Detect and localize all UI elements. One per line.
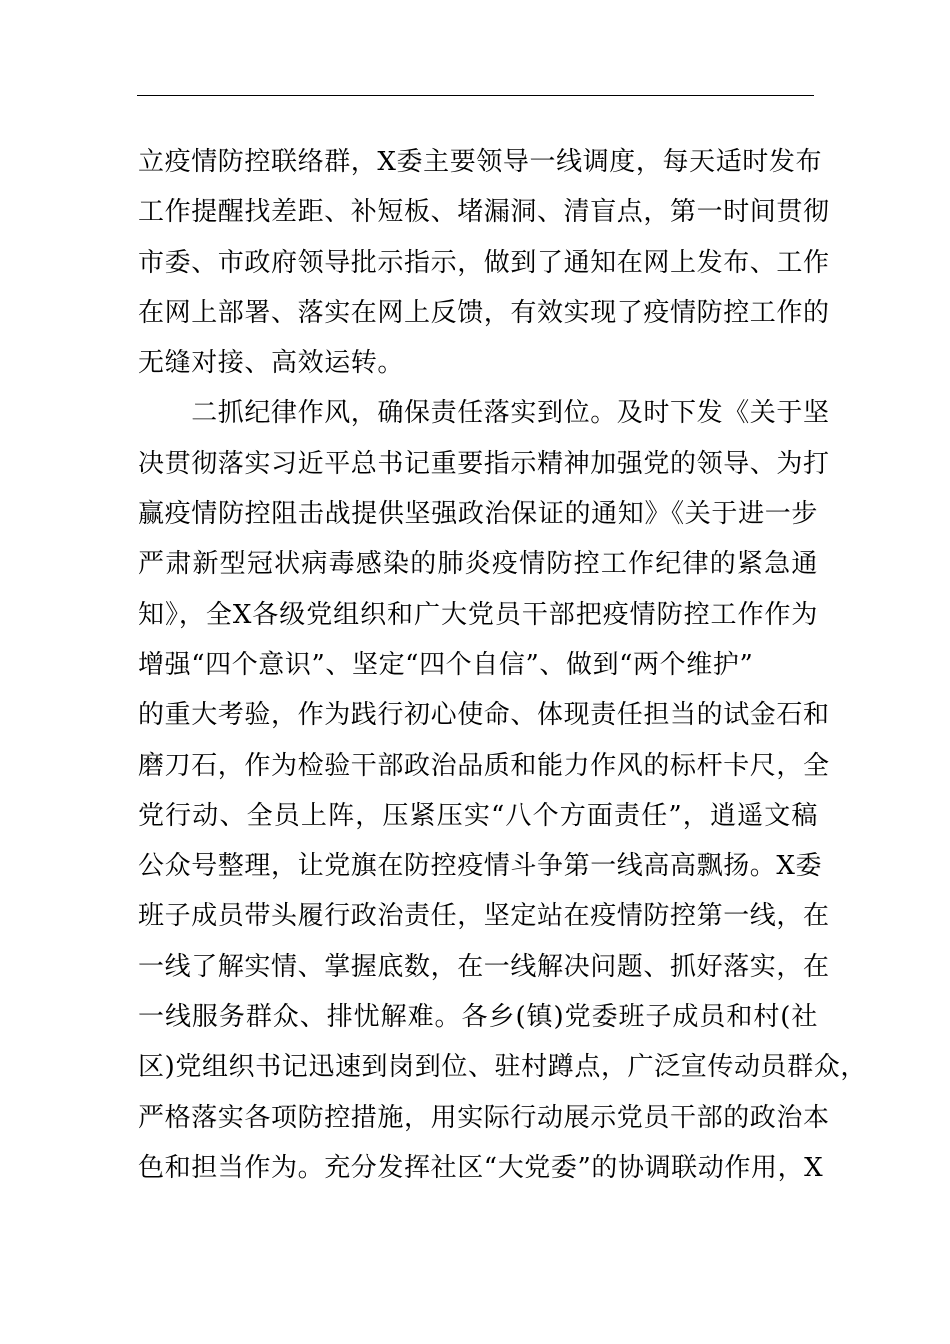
text-line: 决贯彻落实习近平总书记重要指示精神加强党的领导、为打 [138, 448, 830, 479]
text-line: 班子成员带头履行政治责任，坚定站在疫情防控第一线，在 [138, 901, 830, 932]
text-line: 色和担当作为。充分发挥社区“大党委”的协调联动作用，X [138, 1152, 824, 1183]
text-line: 知》，全X各级党组织和广大党员干部把疫情防控工作作为 [138, 599, 818, 630]
body-text [138, 137, 867, 1193]
text-line: 一线服务群众、排忧解难。各乡(镇)党委班子成员和村(社 [138, 1002, 818, 1033]
text-line: 二抓纪律作风，确保责任落实到位。及时下发《关于坚 [138, 398, 830, 429]
text-line: 在网上部署、落实在网上反馈，有效实现了疫情防控工作的 [138, 297, 830, 328]
text-line: 一线了解实情、掌握底数，在一线解决问题、抓好落实，在 [138, 951, 830, 982]
text-line: 市委、市政府领导批示指示，做到了通知在网上发布、工作 [138, 247, 830, 278]
text-line: 公众号整理，让党旗在防控疫情斗争第一线高高飘扬。X委 [138, 851, 823, 882]
text-line: 工作提醒找差距、补短板、堵漏洞、清盲点，第一时间贯彻 [138, 197, 830, 228]
text-line: 增强“四个意识”、坚定“四个自信”、做到“两个维护” [138, 649, 754, 680]
text-line: 严肃新型冠状病毒感染的肺炎疫情防控工作纪律的紧急通 [138, 549, 818, 580]
text-line: 立疫情防控联络群，X委主要领导一线调度，每天适时发布 [138, 147, 823, 177]
text-line: 无缝对接、高效运转。 [138, 348, 405, 379]
header-rule [137, 95, 814, 96]
text-line: 区)党组织书记迅速到岗到位、驻村蹲点，广泛宣传动员群众， [138, 1052, 867, 1083]
text-line: 严格落实各项防控措施，用实际行动展示党员干部的政治本 [138, 1102, 830, 1133]
text-line: 磨刀石，作为检验干部政治品质和能力作风的标杆卡尺，全 [138, 750, 830, 781]
text-line: 赢疫情防控阻击战提供坚强政治保证的通知》《关于进一步 [138, 499, 818, 530]
text-line: 党行动、全员上阵，压紧压实“八个方面责任”，逍遥文稿 [138, 800, 818, 831]
text-line: 的重大考验，作为践行初心使命、体现责任担当的试金石和 [138, 700, 830, 731]
